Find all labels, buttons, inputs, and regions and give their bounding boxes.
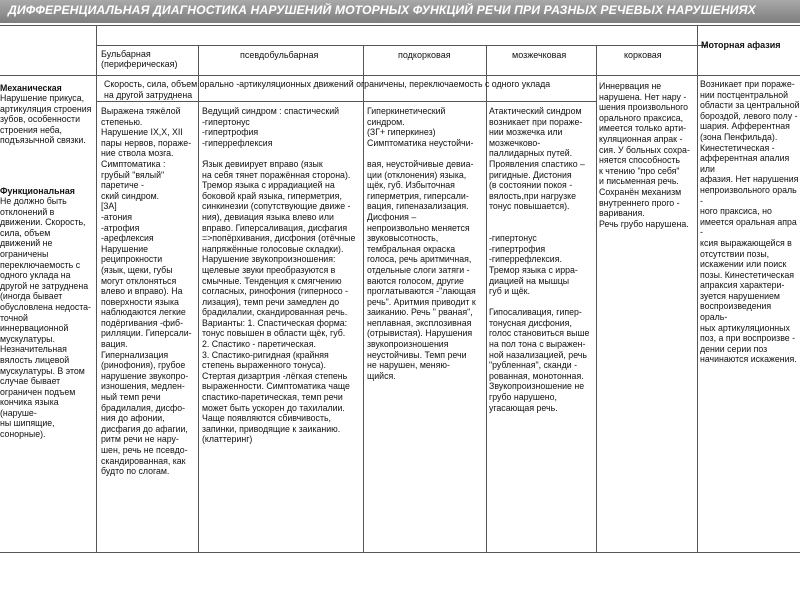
header-pseudobulbar: псевдобульбарная: [240, 50, 319, 60]
header-divider: [96, 45, 708, 46]
row1-divider: [96, 101, 596, 102]
header-cortical: корковая: [624, 50, 662, 60]
bulbar-text: Выражена тяжёлой степенью. Нарушение IX,X, XII пары нервов, пораже- ние ствола мозга. Симптоматика : грубый "вялый" паретиче - ский синдром. [3A] -атония -атрофия -арефлексия Нарушение реципрокности (язык, щеки, губы могут отклоняться влево и вправо). На поверхности языка наблюдаются легкие подёргивания -фиб- рилляции. Гиперсали- вация. Гипернализация (ринофония), грубое нарушение звукопро- изношения, медлен- ный темп речи брадилалия, дисфо- ния до афонии, дисфагия до афагии, ритм речи не нару- шен, речь не псевдо- скандированная, как будто по слогам.: [101, 106, 192, 477]
title-banner: [0, 0, 800, 23]
cortical-text: Иннервация не нарушена. Нет нару - шения произвольного орального праксиса, имеется только арти- куляционная апрак - сия. У больных сохра- няется способность к чтению "про себя" и письменная речь. Сохранён механизм внутреннего прого - варивания. Речь грубо нарушена.: [599, 81, 690, 229]
diagnostics-table: [0, 23, 800, 553]
col-divider-1: [96, 25, 97, 553]
spanning-summary: Скорость, сила, объем орально -артикуляционных движений ограничены, переключаемость с одного уклада на другой затруднена: [104, 79, 551, 100]
subcortical-text: Гиперкинетический синдром. (ЗГ+ гиперкинез) Симптоматика неустойчи- вая, неустойчивые девиа- ции (отклонения) языка, щёк, губ. Избыточная гиперметрия, гиперсали- вация, гипеназализация. Дисфония – непроизвольно меняется звуковысотность, тембральная окраска голоса, речь аритмичная, отдельные слоги затяги - ваются голосом, другие проглатываются -"лающая речь". Аритмия приводит к заиканию. Речь " рваная", неплавная, эксплозивная (отрывистая). Нарушения звукопроизношения неустойчивы. Темп речи не нарушен, меняю- щийся.: [367, 106, 476, 381]
mechanical-heading: Механическая: [0, 83, 62, 93]
header-motor-aphasia: Моторная афазия: [701, 40, 781, 50]
header-bulbar: Бульбарная (периферическая): [101, 49, 178, 69]
aphasia-text: Возникает при пораже- нии постцентральной области за центральной бороздой, левого полу - шария. Афферентная (зона Пенфильда). Кинестетическая - афферентная апалия или афазия. Нет нарушения непроизвольного ораль - ного праксиса, но имеется оральная апра - ксия выражающейся в отсутствии позы, искажении или поиск позы. Кинестетическая апраксия характери- зуется нарушением воспроизведения ораль- ных артикуляционных поз, а при воспроизве - дении серии поз начинаются искажения.: [700, 79, 800, 365]
col-divider-5: [596, 45, 597, 553]
col-divider-6: [697, 25, 698, 553]
table-top-border: [0, 25, 800, 26]
functional-text: Не должно быть отклонений в движении. Скорость, сила, объем движений не ограничены переключаемость с одного уклада на другой не затруднена (иногда бывает обусловлена недоста- точной иннервационной мускулатуры. Незначительная вялость лицевой мускулатуры. В этом случае бывает ограничен подъем кончика языка (наруше- ны шипящие, сонорные).: [0, 196, 91, 440]
functional-heading: Функциональная: [0, 186, 75, 196]
pseudobulbar-text: Ведущий синдром : спастический -гипертонус -гипертрофия -гиперрефлексия Язык девиирует вправо (язык на себя тянет поражённая сторона). Тремор языка с иррадиацией на боковой край языка, гиперметрия, синкинезии (сопутствующие движе - ния), девиация языка влево или вправо. Гиперсаливация, дисфагия =>попёрхивания, дисфония (отёчные напряжённые голосовые складки). Нарушение звукопроизношения: щелевые звуки преобразуются в смычные. Тенденция к смягчению согласных, ринофония (гиперносо - лизация), темп речи замедлен до брадилалии, скандированная речь. Варианты: 1. Спастическая форма: тонус повышен в области щёк, губ. 2. Спастико - паретическая. 3. Спастико-ригидная (крайняя степень выраженного тонуса). Стертая дизартрия -лёгкая степень выраженности. Симптоматика чаще спастико-паретическая, темп речи может быть ускорен до тахилалии. Чаще появляются сбивчивость, запинки, приводящие к заиканию. (клаттеринг): [202, 106, 356, 445]
mechanical-text: Нарушение прикуса, артикуляция строения зубов, особенности строения неба, подъязычной связки.: [0, 93, 92, 146]
header-subcortical: подкорковая: [398, 50, 451, 60]
col-divider-3: [363, 45, 364, 553]
page-title: ДИФФЕРЕНЦИАЛЬНАЯ ДИАГНОСТИКА НАРУШЕНИЙ МОТОРНЫХ ФУНКЦИЙ РЕЧИ ПРИ РАЗНЫХ РЕЧЕВЫХ НАРУШЕНИЯХ: [8, 3, 756, 17]
header-bottom-border: [0, 75, 800, 76]
col-divider-4: [486, 45, 487, 553]
header-cerebellar: мозжечковая: [512, 50, 567, 60]
cerebellar-text: Атактический синдром возникает при пораже- нии мозжечка или мозжечково- паллидарных путей. Проявления спастико – ригидные. Дистония (в состоянии покоя - вялость,при нагрузке тонус повышается). -гипертонус -гипертрофия -гиперрефлексия. Тремор языка с ирра- диацией на мышцы губ и щёк. Гипосаливация, гипер- тонусная дисфония, голос становиться выше на пол тона с выражен- ной назализацией, речь "рубленная", сканди - рованная, монотонная. Звукопроизношение не грубо нарушено, угасающая речь.: [489, 106, 590, 413]
table-bottom-border: [0, 552, 800, 553]
col-divider-2: [198, 45, 199, 553]
